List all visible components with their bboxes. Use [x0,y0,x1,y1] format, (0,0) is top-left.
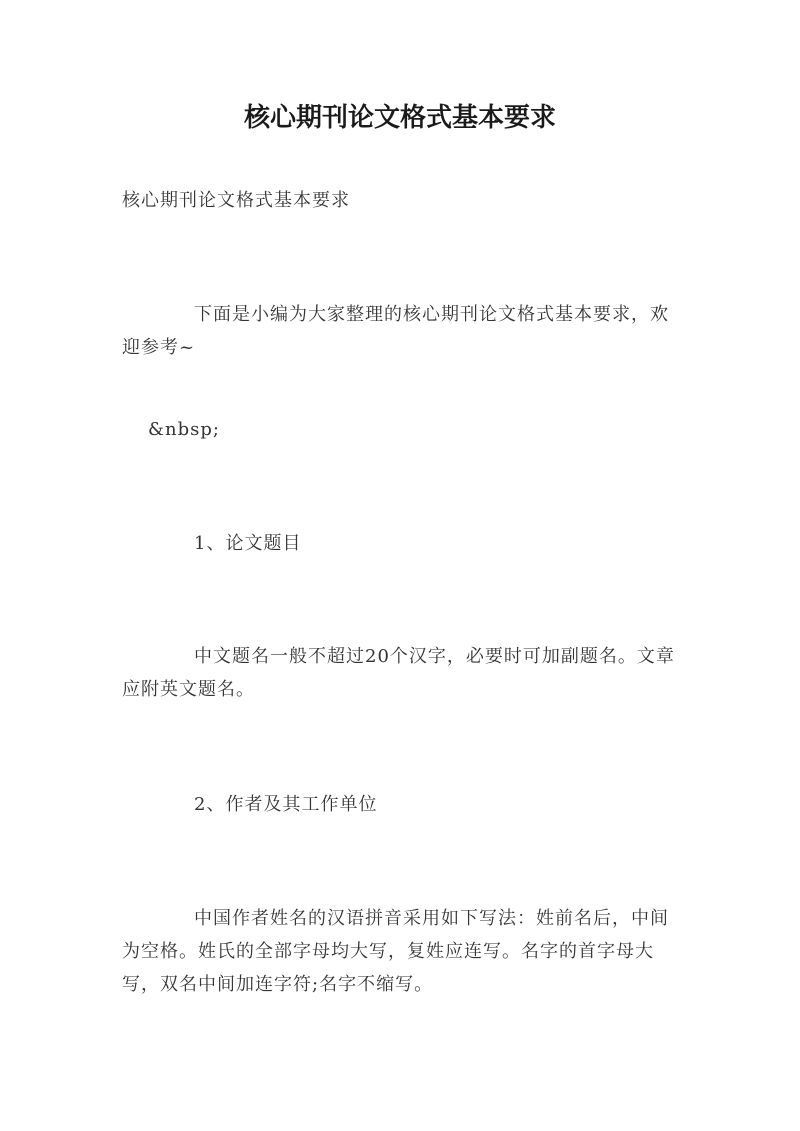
section-heading-title: 1、论文题目 [194,533,302,554]
section-heading-author: 2、作者及其工作单位 [194,794,378,815]
page-title: 核心期刊论文格式基本要求 [243,103,556,133]
document-subtitle: 核心期刊论文格式基本要求 [122,190,350,211]
intro-paragraph: 下面是小编为大家整理的核心期刊论文格式基本要求，欢迎参考~ [122,304,669,358]
nbsp-line: &nbsp; [148,419,220,440]
author-paragraph: 中国作者姓名的汉语拼音采用如下写法：姓前名后，中间为空格。姓氏的全部字母均大写，复姓应连写。名字的首字母大写，双名中间加连字符;名字不缩写。 [122,908,669,995]
title-paragraph: 中文题名一般不超过20个汉字，必要时可加副题名。文章应附英文题名。 [122,646,675,700]
